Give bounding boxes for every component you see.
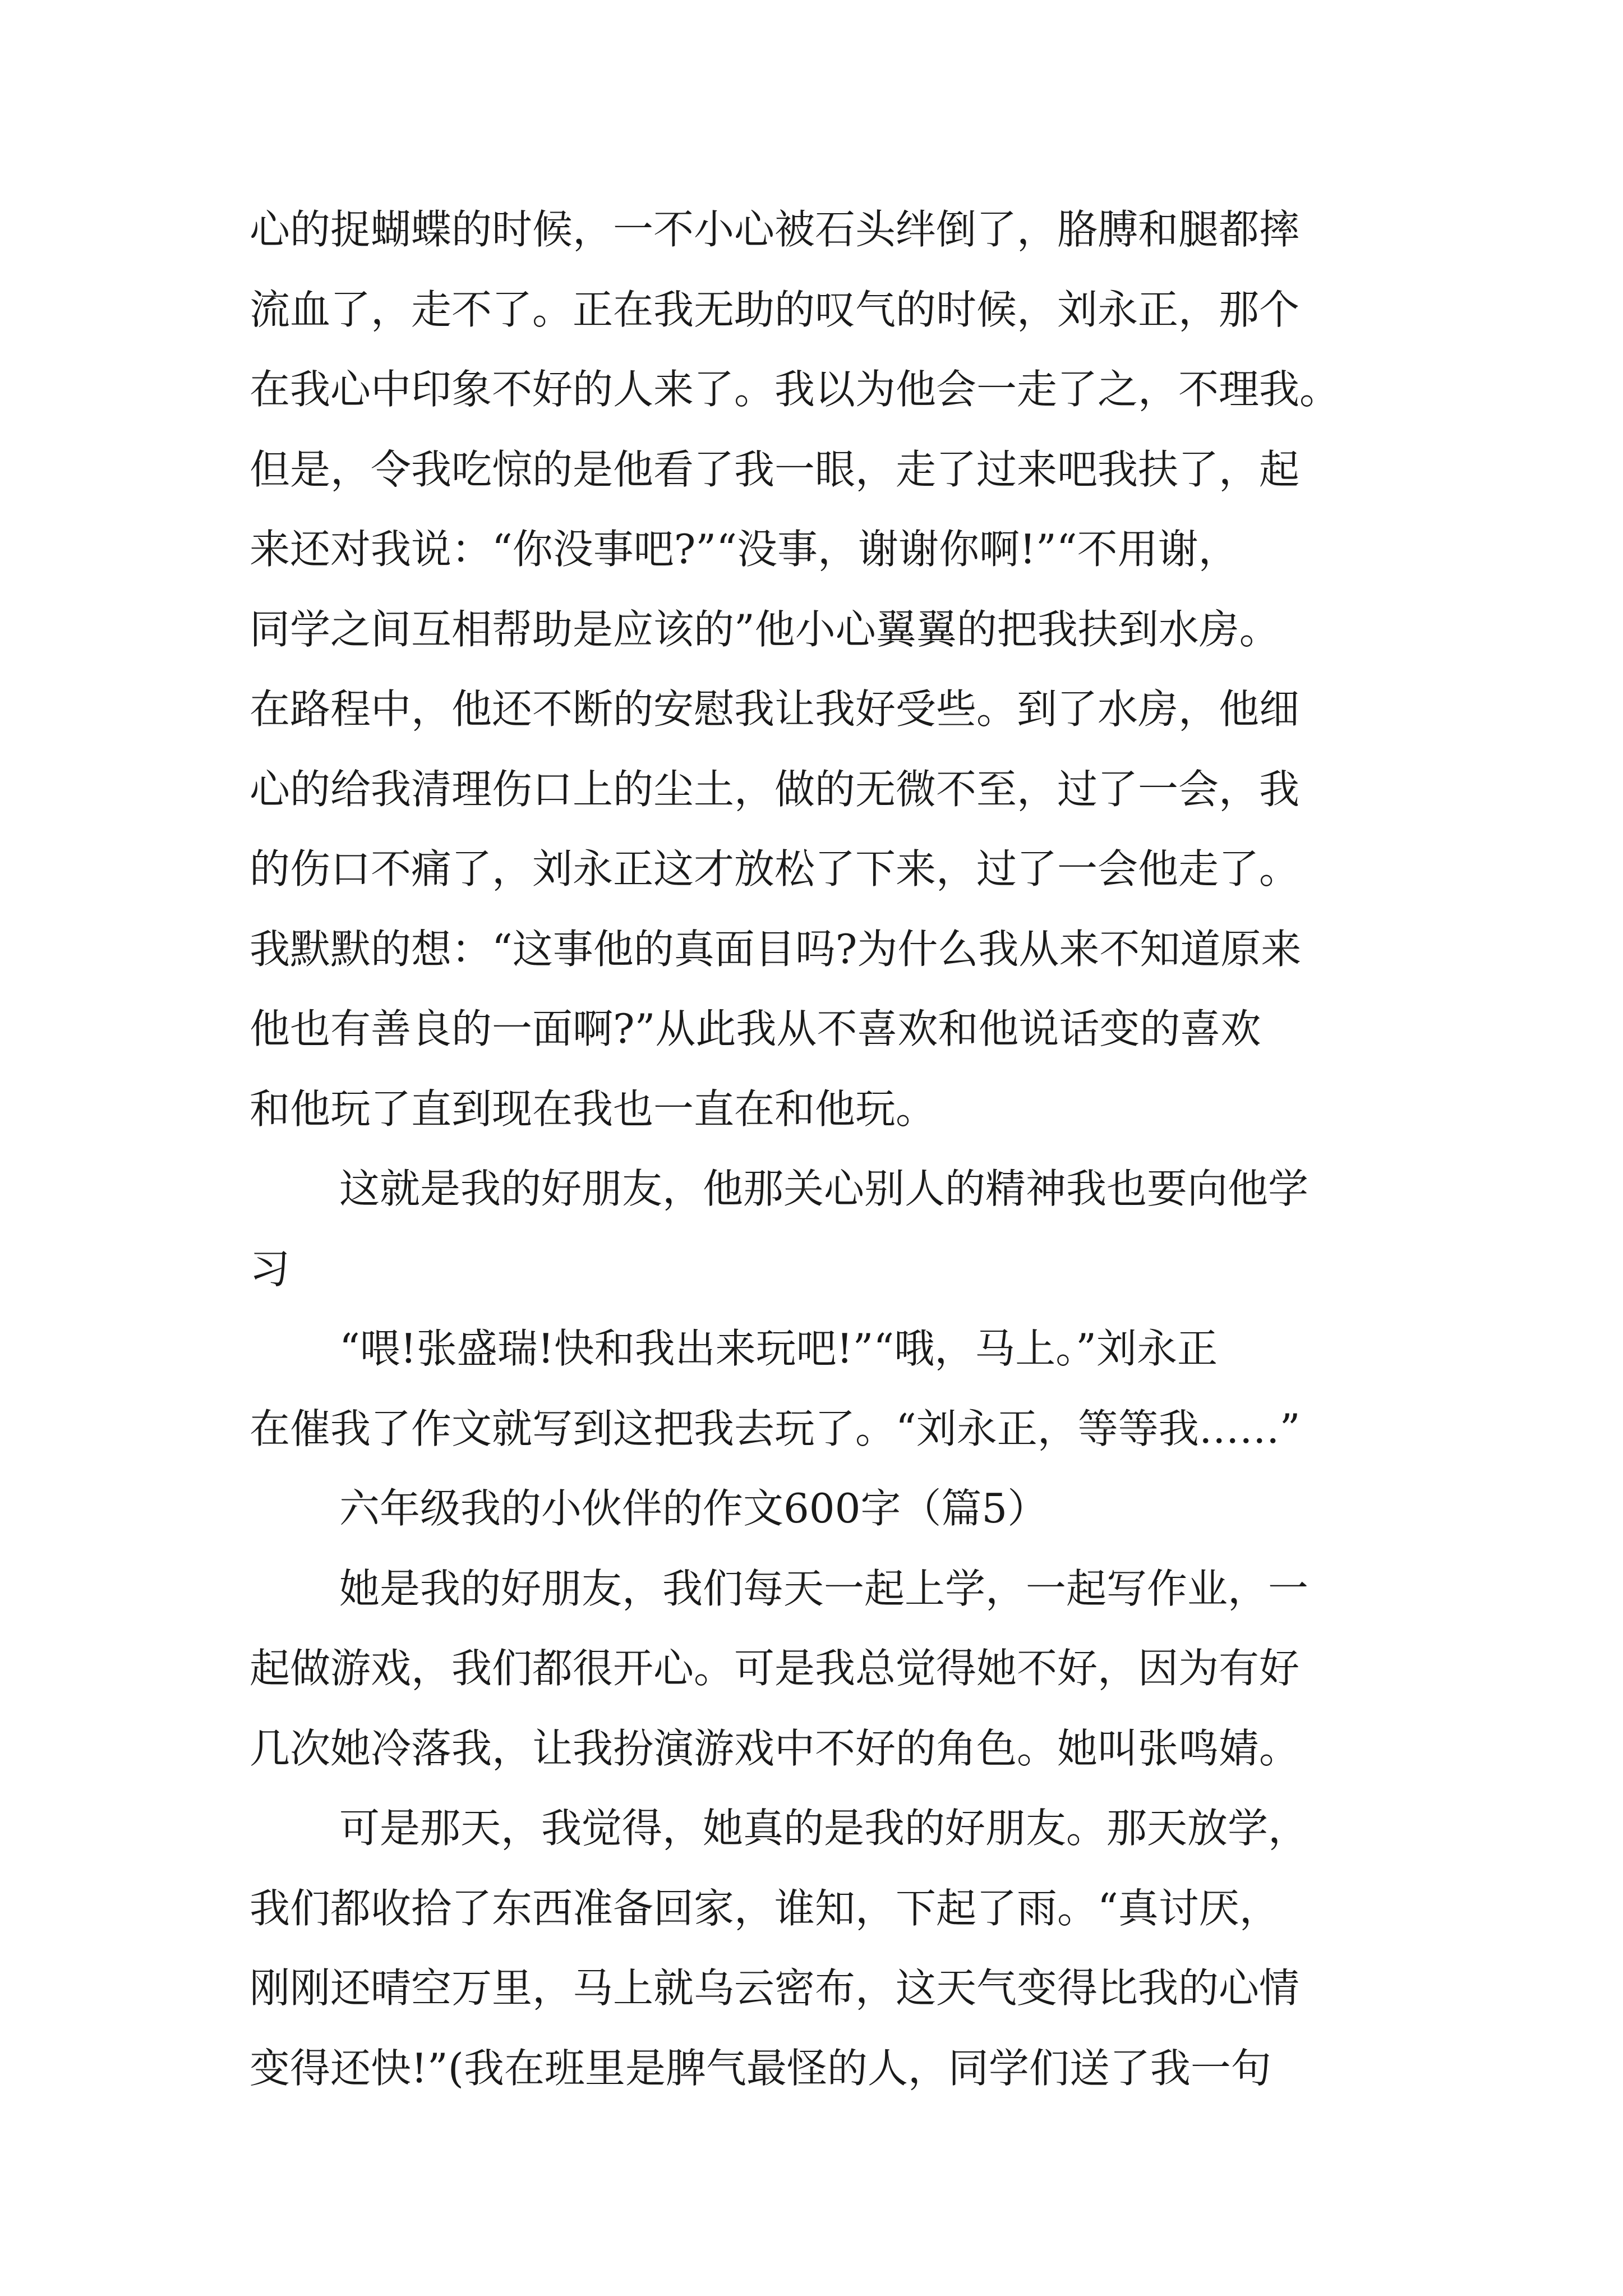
text-line: 变得还快!”(我在班里是脾气最怪的人，同学们送了我一句 [250,2044,1271,2092]
text-line: 几次她冷落我，让我扮演游戏中不好的角色。她叫张鸣婧。 [250,1724,1300,1772]
text-line: 但是，令我吃惊的是他看了我一眼，走了过来吧我扶了，起 [250,445,1300,493]
text-line: 在催我了作文就写到这把我去玩了。“刘永正，等等我……” [250,1405,1301,1452]
paragraph-5 [250,1549,1394,1789]
paragraph-1 [250,190,1394,1149]
text-line: “喂!张盛瑞!快和我出来玩吧!”“哦，马上。”刘永正 [339,1325,1218,1372]
text-line: 心的捉蝴蝶的时候，一不小心被石头绊倒了，胳膊和腿都摔 [250,206,1300,253]
text-line: 心的给我清理伤口上的尘土，做的无微不至，过了一会，我 [250,765,1300,813]
text-line: 可是那天，我觉得，她真的是我的好朋友。那天放学， [339,1805,1309,1852]
text-line: 同学之间互相帮助是应该的”他小心翼翼的把我扶到水房。 [250,605,1280,653]
body-text [250,190,1394,2108]
text-line: 在我心中印象不好的人来了。我以为他会一走了之，不理我。 [250,366,1340,413]
text-line: 习 [250,1245,291,1292]
text-line: 来还对我说：“你没事吧?”“没事，谢谢你啊!”“不用谢， [250,526,1239,573]
paragraph-6 [250,1788,1394,2108]
text-line: 和他玩了直到现在我也一直在和他玩。 [250,1085,937,1133]
paragraph-3 [250,1309,1394,1469]
text-line: 流血了，走不了。正在我无助的叹气的时候，刘永正，那个 [250,286,1300,333]
text-line: 我们都收拾了东西准备回家，谁知，下起了雨。“真讨厌， [250,1884,1280,1932]
text-line: 她是我的好朋友，我们每天一起上学，一起写作业，一 [339,1565,1309,1612]
paragraph-2 [250,1149,1394,1309]
heading-line: 六年级我的小伙伴的作文600字（篇5） [339,1485,1048,1532]
text-line: 起做游戏，我们都很开心。可是我总觉得她不好，因为有好 [250,1645,1300,1692]
text-line: 这就是我的好朋友，他那关心别人的精神我也要向他学 [339,1165,1309,1212]
text-line: 刚刚还晴空万里，马上就乌云密布，这天气变得比我的心情 [250,1964,1300,2012]
text-line: 在路程中，他还不断的安慰我让我好受些。到了水房，他细 [250,685,1300,733]
text-line: 的伤口不痛了，刘永正这才放松了下来，过了一会他走了。 [250,845,1300,892]
text-line: 我默默的想：“这事他的真面目吗?为什么我从来不知道原来 [250,925,1302,973]
section-heading [250,1469,1394,1549]
text-line: 他也有善良的一面啊?”从此我从不喜欢和他说话变的喜欢 [250,1005,1261,1052]
